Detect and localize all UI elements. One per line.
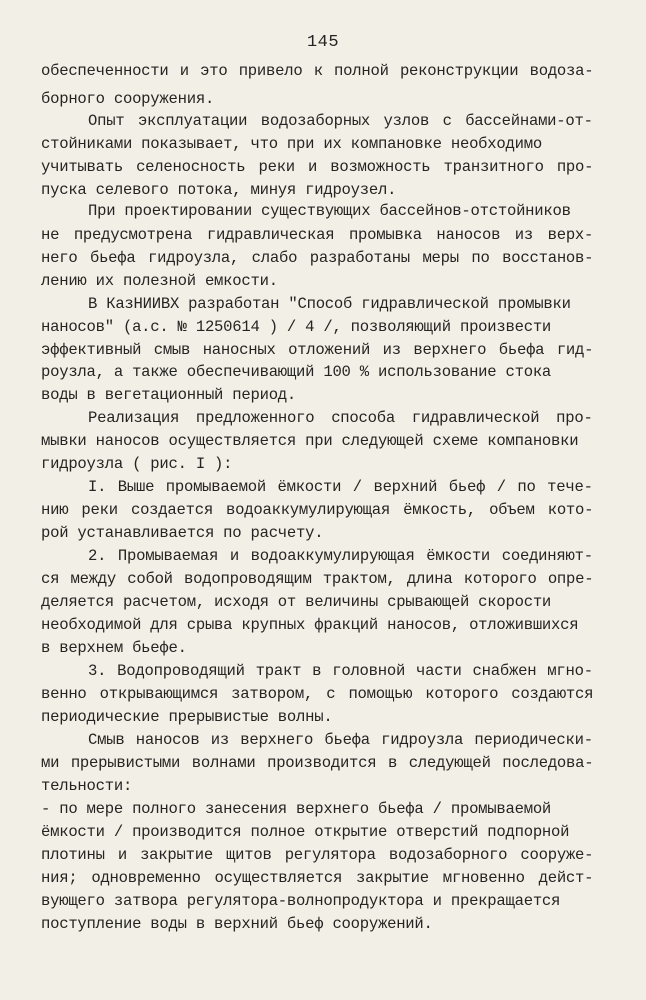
- text-line: рой устанавливается по расчету.: [41, 524, 324, 542]
- text-line: I. Выше промываемой ёмкости / верхний бьеф / по тече-: [88, 478, 593, 496]
- text-line: роузла, а также обеспечивающий 100 % использование стока: [41, 363, 552, 381]
- text-line: наносов" (а.с. № 1250614 ) / 4 /, позволяющий произвести: [41, 318, 552, 336]
- text-line: Реализация предложенного способа гидравлической про-: [88, 409, 593, 427]
- text-line: тельности:: [41, 777, 133, 795]
- text-line: лению их полезной емкости.: [41, 272, 278, 290]
- text-line: пуска селевого потока, минуя гидроузел.: [41, 181, 397, 199]
- text-line: деляется расчетом, исходя от величины срывающей скорости: [41, 593, 552, 611]
- text-line: необходимой для срыва крупных фракций наносов, отложившихся: [41, 616, 579, 634]
- text-line: воды в вегетационный период.: [41, 386, 297, 404]
- text-line: обеспеченности и это привело к полной реконструкции водоза-: [41, 62, 594, 80]
- text-line: стойниками показывает, что при их компановке необходимо: [41, 135, 542, 153]
- text-line: ся между собой водопроводящим трактом, длина которого опре-: [41, 570, 594, 588]
- text-line: Смыв наносов из верхнего бьефа гидроузла периодически-: [88, 731, 593, 749]
- text-line: мывки наносов осуществляется при следующей схеме компановки: [41, 432, 579, 450]
- text-line: эффективный смыв наносных отложений из верхнего бьефа гид-: [41, 341, 594, 359]
- text-line: него бьефа гидроузла, слабо разработаны меры по восстанов-: [41, 249, 594, 267]
- text-line: борного сооружения.: [41, 90, 215, 108]
- text-line: ния; одновременно осуществляется закрытие мгновенно дейст-: [41, 869, 594, 887]
- page-number: 145: [306, 33, 340, 52]
- text-line: венно открывающимся затвором, с помощью которого создаются: [41, 685, 594, 703]
- text-line: 2. Промываемая и водоаккумулирующая ёмкости соединяют-: [88, 547, 593, 565]
- text-line: - по мере полного занесения верхнего бьефа / промываемой: [41, 800, 552, 818]
- text-line: гидроузла ( рис. I ):: [41, 455, 233, 473]
- text-line: поступление воды в верхний бьеф сооружений.: [41, 915, 433, 933]
- text-line: плотины и закрытие щитов регулятора водозаборного сооруже-: [41, 846, 594, 864]
- text-line: не предусмотрена гидравлическая промывка наносов из верх-: [41, 226, 594, 244]
- text-line: периодические прерывистые волны.: [41, 708, 333, 726]
- text-line: В КазНИИВХ разработан "Способ гидравлической промывки: [88, 295, 571, 313]
- text-line: ми прерывистыми волнами производится в следующей последова-: [41, 754, 594, 772]
- text-line: вующего затвора регулятора-волнопродуктора и прекращается: [41, 892, 561, 910]
- text-line: ёмкости / производится полное открытие отверстий подпорной: [41, 823, 570, 841]
- text-line: учитывать селеносность реки и возможность транзитного про-: [41, 158, 594, 176]
- text-line: При проектировании существующих бассейнов-отстойников: [88, 202, 571, 220]
- text-line: в верхнем бьефе.: [41, 639, 187, 657]
- text-line: 3. Водопроводящий тракт в головной части снабжен мгно-: [88, 662, 593, 680]
- text-line: Опыт эксплуатации водозаборных узлов с бассейнами-от-: [88, 112, 593, 130]
- text-line: нию реки создается водоаккумулирующая ёмкость, объем кото-: [41, 501, 594, 519]
